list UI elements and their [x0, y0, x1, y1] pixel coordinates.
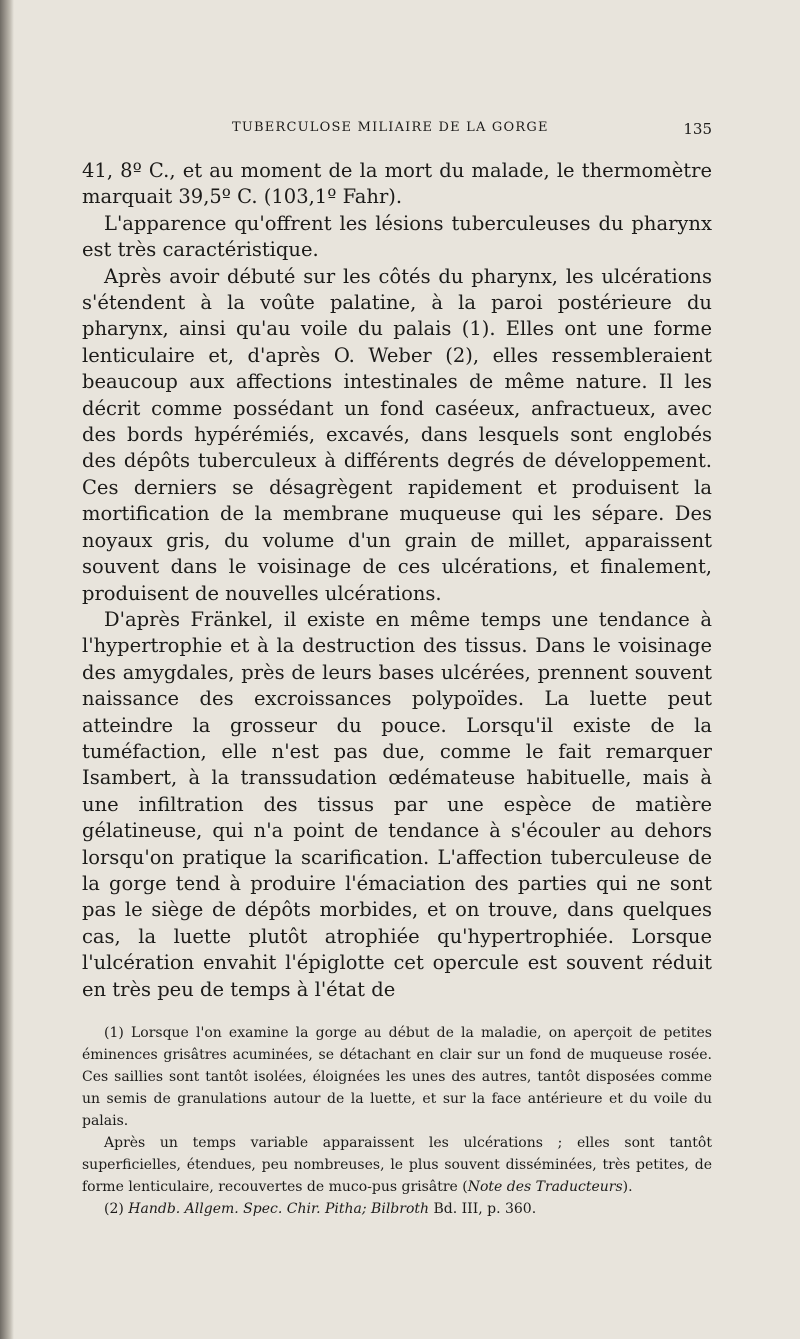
footnotes: [82, 1022, 712, 1220]
body-text: [82, 158, 712, 1003]
footnote-1: (1) Lorsque l'on examine la gorge au début de la maladie, on aperçoit de petites éminences grisâtres acuminées, se détachant en clair sur un fond de muqueuse rosée. Ces saillies sont tantôt isolées, éloignées les unes des autres, tantôt disposées comme un semis de granulations autour de la luette, et sur la face antérieure et du voile du palais.: [82, 1025, 712, 1129]
paragraph: L'apparence qu'offrent les lésions tuberculeuses du pharynx est très caractéristique.: [82, 211, 712, 262]
page-number: 135: [683, 120, 712, 138]
footnote-1-continuation: [82, 1132, 712, 1198]
footnote-1-note-des-traducteurs: Note des Traducteurs: [467, 1179, 623, 1195]
running-head-title: TUBERCULOSE MILIAIRE DE LA GORGE: [232, 120, 549, 135]
footnote-1-end: ).: [622, 1179, 633, 1195]
page-gutter-shadow: [0, 0, 14, 1339]
paragraph: D'après Fränkel, il existe en même temps une tendance à l'hypertrophie et à la destruction des tissus. Dans le voisinage des amygdales, près de leurs bases ulcérées, prennent souvent naissance des excroissances polypoïdes. La luette peut atteindre la grosseur du pouce. Lorsqu'il existe de la tuméfaction, elle n'est pas due, comme le fait remarquer Isambert, à la transsudation œdémateuse habituelle, mais à une infiltration des tissus par une espèce de matière gélatineuse, qui n'a point de tendance à s'écouler au dehors lorsqu'on pratique la scarification. L'affection tuberculeuse de la gorge tend à produire l'émaciation des parties qui ne sont pas le siège de dépôts morbides, et on trouve, dans quelques cas, la luette plutôt atrophiée qu'hypertrophiée. Lorsque l'ulcération envahit l'épiglotte cet opercule est souvent réduit en très peu de temps à l'état de: [82, 607, 712, 1001]
paragraph-continuation: 41, 8º C., et au moment de la mort du malade, le thermomètre marquait 39,5º C. (103,1º Fahr).: [82, 159, 712, 209]
footnote-2-reference: Bd. III, p. 360.: [429, 1201, 537, 1217]
book-page: [82, 0, 712, 1339]
running-head: [82, 120, 712, 142]
footnote-2: [82, 1198, 712, 1220]
footnote-1-continuation-text: Après un temps variable apparaissent les ulcérations ; elles sont tantôt superficielles, étendues, peu nombreuses, le plus souvent disséminées, très petites, de forme lenticulaire, recouvertes de muco-pus grisâtre (: [82, 1135, 712, 1195]
footnote-2-number: (2): [104, 1201, 129, 1217]
paragraph: Après avoir débuté sur les côtés du pharynx, les ulcérations s'étendent à la voûte palatine, à la paroi postérieure du pharynx, ainsi qu'au voile du palais (1). Elles ont une forme lenticulaire et, d'après O. Weber (2), elles ressembleraient beaucoup aux affections intestinales de même nature. Il les décrit comme possédant un fond caséeux, anfractueux, avec des bords hypérémiés, excavés, dans lesquels sont englobés des dépôts tuberculeux à différents degrés de développement. Ces derniers se désagrègent rapidement et produisent la mortification de la membrane muqueuse qui les sépare. Des noyaux gris, du volume d'un grain de millet, apparaissent souvent dans le voisinage de ces ulcérations, et finalement, produisent de nouvelles ulcérations.: [82, 264, 712, 605]
footnote-2-citation: Handb. Allgem. Spec. Chir. Pitha; Bilbroth: [128, 1201, 430, 1217]
